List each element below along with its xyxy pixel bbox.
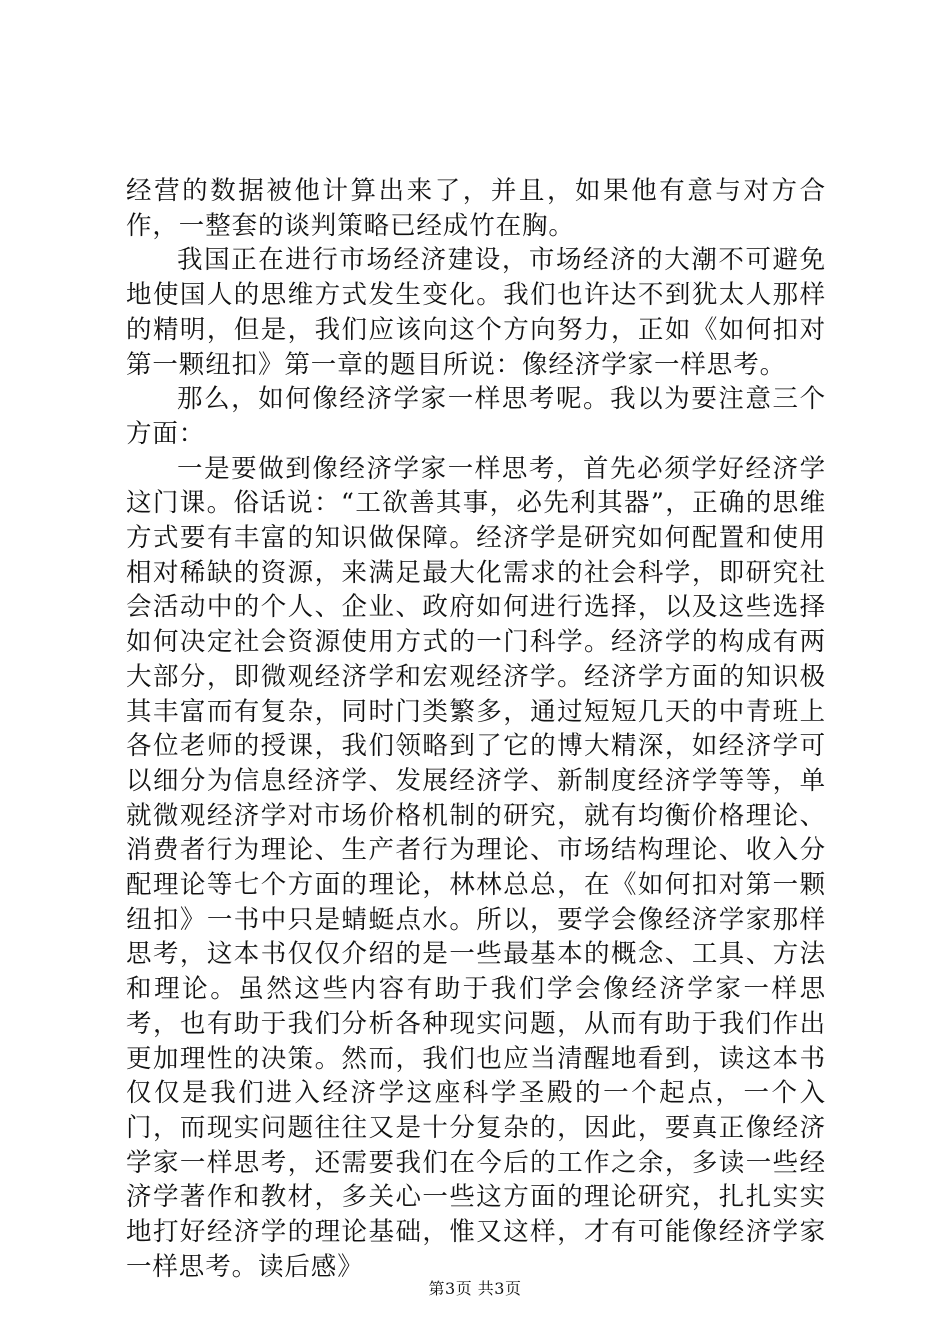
document-body <box>126 174 826 1285</box>
paragraph-first-point: 一是要做到像经济学家一样思考，首先必须学好经济学这门课。俗话说：“工欲善其事，必先利其器”，正确的思维方式要有丰富的知识做保障。经济学是研究如何配置和使用相对稀缺的资源，来满足最大化需求的社会科学，即研究社会活动中的个人、企业、政府如何进行选择，以及这些选择如何决定社会资源使用方式的一门科学。经济学的构成有两大部分，即微观经济学和宏观经济学。经济学方面的知识极其丰富而有复杂，同时门类繁多，通过短短几天的中青班上各位老师的授课，我们领略到了它的博大精深，如经济学可以细分为信息经济学、发展经济学、新制度经济学等等，单就微观经济学对市场价格机制的研究，就有均衡价格理论、消费者行为理论、生产者行为理论、市场结构理论、收入分配理论等七个方面的理论，林林总总，在《如何扣对第一颗纽扣》一书中只是蜻蜓点水。所以，要学会像经济学家那样思考，这本书仅仅介绍的是一些最基本的概念、工具、方法和理论。虽然这些内容有助于我们学会像经济学家一样思考，也有助于我们分析各种现实问题，从而有助于我们作出更加理性的决策。然而，我们也应当清醒地看到，读这本书仅仅是我们进入经济学这座科学圣殿的一个起点，一个入门，而现实问题往往又是十分复杂的，因此，要真正像经济学家一样思考，还需要我们在今后的工作之余，多读一些经济学著作和教材，多关心一些这方面的理论研究，扎扎实实地打好经济学的理论基础，惟又这样，才有可能像经济学家一样思考。读后感》 <box>126 453 826 1282</box>
page-footer: 第3页 共3页 <box>428 1279 522 1298</box>
paragraph-how-to-think: 那么，如何像经济学家一样思考呢。我以为要注意三个方面： <box>126 384 826 449</box>
paragraph-continuation: 经营的数据被他计算出来了，并且，如果他有意与对方合作，一整套的谈判策略已经成竹在胸。 <box>126 176 826 241</box>
paragraph-market-economy: 我国正在进行市场经济建设，市场经济的大潮不可避免地使国人的思维方式发生变化。我们也许达不到犹太人那样的精明，但是，我们应该向这个方向努力，正如《如何扣对第一颗纽扣》第一章的题目所说：像经济学家一样思考。 <box>126 245 826 380</box>
